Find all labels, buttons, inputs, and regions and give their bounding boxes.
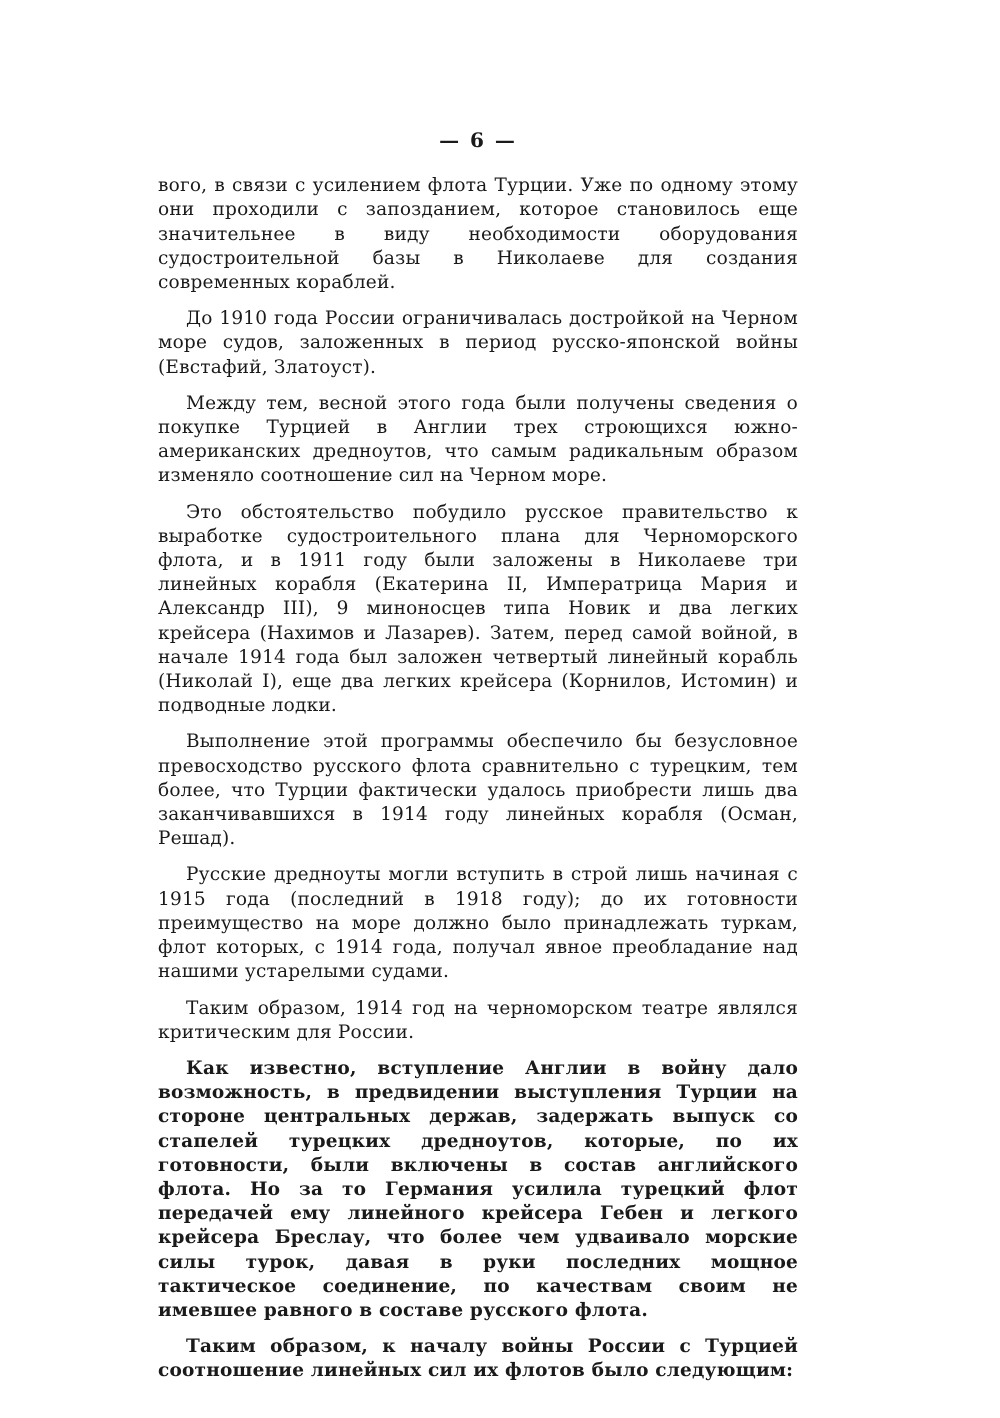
paragraph-2: До 1910 года России ограничивалась достройкой на Черном море судов, заложенных в период русско-японской войны (Евстафий, Златоуст).	[158, 308, 798, 378]
paragraph-7: Таким образом, 1914 год на черноморском театре являлся критическим для России.	[158, 997, 798, 1043]
document-page	[158, 128, 798, 1396]
page-number: — 6 —	[439, 128, 517, 152]
paragraph-6: Русские дредноуты могли вступить в строй лишь начиная с 1915 года (последний в 1918 году); до их готовности преимущество на море должно было принадлежать туркам, флот которых, с 1914 года, получал явное преобладание над нашими устарелыми судами.	[158, 864, 798, 983]
paragraph-3: Между тем, весной этого года были получены сведения о покупке Турцией в Англии трех строющихся южно-американских дредноутов, что самым радикальным образом изменяло соотношение сил на Черном море.	[158, 392, 798, 487]
paragraph-8: Как известно, вступление Англии в войну дало возможность, в предвидении выступления Турции на стороне центральных держав, задержать выпуск со стапелей турецких дредноутов, которые, по их готовности, были включены в состав английского флота. Но за то Германия усилила турецкий флот передачей ему линейного крейсера Гебен и легкого крейсера Бреслау, что более чем удваивало морские силы турок, давая в руки последних мощное тактическое соединение, по качествам своим не имевшее равного в составе русского флота.	[158, 1057, 798, 1321]
paragraph-1: вого, в связи с усилением флота Турции. Уже по одному этому они проходили с запозданием, которое становилось еще значительнее в виду необходимости оборудования судостроительной базы в Николаеве для создания современных кораблей.	[158, 175, 798, 294]
paragraph-5: Выполнение этой программы обеспечило бы безусловное превосходство русского флота сравнительно с турецким, тем более, что Турции фактически удалось приобрести лишь два заканчивавшихся в 1914 году линейных корабля (Осман, Решад).	[158, 731, 798, 850]
paragraph-9: Таким образом, к началу войны России с Турцией соотношение линейных сил их флотов было следующим:	[158, 1336, 798, 1382]
paragraph-4: Это обстоятельство побудило русское правительство к выработке судостроительного плана для Черноморского флота, и в 1911 году были заложены в Николаеве три линейных корабля (Екатерина II, Императрица Мария и Александр III), 9 миноносцев типа Новик и два легких крейсера (Нахимов и Лазарев). Затем, перед самой войной, в начале 1914 года был заложен четвертый линейный корабль (Николай I), еще два легких крейсера (Корнилов, Истомин) и подводные лодки.	[158, 501, 798, 717]
